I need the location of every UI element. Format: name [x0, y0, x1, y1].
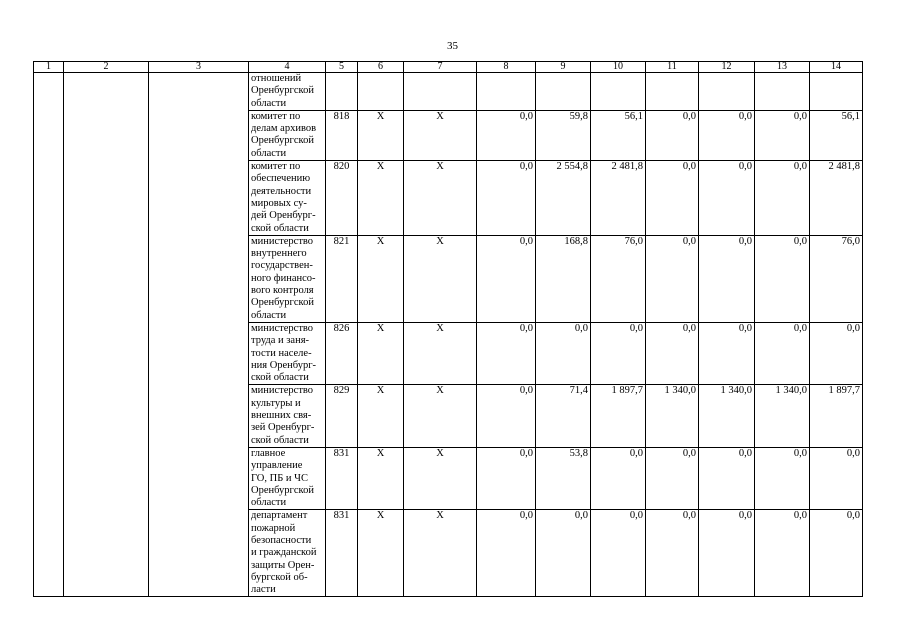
agency-name-cell: [249, 510, 326, 597]
amount-cell: 0,0: [699, 510, 755, 597]
agency-name-line: государствен-: [251, 260, 313, 272]
amount-cell: 0,0: [755, 161, 810, 236]
agency-name-line: защиты Орен-: [251, 559, 315, 571]
col2-cell: [64, 73, 149, 597]
column-header: 6: [358, 62, 404, 73]
amount-cell: [810, 73, 863, 111]
agency-name-line: ГО, ПБ и ЧС: [251, 472, 308, 484]
agency-name-line: главное: [251, 447, 286, 459]
amount-cell: 0,0: [755, 110, 810, 160]
column-header: 12: [699, 62, 755, 73]
agency-name-line: Оренбургской: [251, 297, 314, 309]
column-number-row: [34, 62, 863, 73]
mark-cell: Х: [404, 447, 477, 509]
amount-cell: 0,0: [536, 510, 591, 597]
amount-cell: 0,0: [699, 235, 755, 322]
column-header: 2: [64, 62, 149, 73]
amount-cell: [755, 73, 810, 111]
amount-cell: 0,0: [755, 235, 810, 322]
amount-cell: 1 340,0: [755, 385, 810, 447]
agency-name-line: управление: [251, 460, 303, 472]
amount-cell: 0,0: [646, 110, 699, 160]
agency-code-cell: 826: [326, 322, 358, 384]
agency-name-line: зей Оренбург-: [251, 422, 315, 434]
column-header: 1: [34, 62, 64, 73]
column-header: 11: [646, 62, 699, 73]
amount-cell: 1 340,0: [646, 385, 699, 447]
column-header: 3: [149, 62, 249, 73]
agency-name-line: дей Оренбург-: [251, 210, 316, 222]
amount-cell: 0,0: [477, 447, 536, 509]
amount-cell: 0,0: [755, 322, 810, 384]
table-row: [34, 73, 863, 111]
agency-name-line: деятельности: [251, 185, 312, 197]
agency-code-cell: 831: [326, 510, 358, 597]
agency-name-line: культуры и: [251, 397, 301, 409]
col3-cell: [149, 73, 249, 597]
amount-cell: 0,0: [536, 322, 591, 384]
mark-cell: Х: [358, 235, 404, 322]
agency-name-line: тости населе-: [251, 347, 312, 359]
agency-name-line: мировых су-: [251, 197, 307, 209]
agency-name-cell: [249, 322, 326, 384]
amount-cell: 59,8: [536, 110, 591, 160]
agency-name-line: комитет по: [251, 110, 301, 122]
column-header: 5: [326, 62, 358, 73]
amount-cell: 2 481,8: [810, 161, 863, 236]
amount-cell: 56,1: [591, 110, 646, 160]
column-header: 4: [249, 62, 326, 73]
mark-cell: Х: [404, 385, 477, 447]
amount-cell: 0,0: [699, 110, 755, 160]
amount-cell: 76,0: [810, 235, 863, 322]
amount-cell: 0,0: [810, 447, 863, 509]
agency-name-line: министерство: [251, 385, 314, 397]
agency-name-line: Оренбургской: [251, 484, 314, 496]
amount-cell: 0,0: [477, 322, 536, 384]
mark-cell: Х: [404, 235, 477, 322]
agency-code-cell: 818: [326, 110, 358, 160]
amount-cell: 0,0: [591, 510, 646, 597]
agency-name-line: министерство: [251, 235, 314, 247]
agency-name-line: Оренбургской: [251, 135, 314, 147]
agency-name-line: области: [251, 97, 287, 109]
amount-cell: 53,8: [536, 447, 591, 509]
amount-cell: [477, 73, 536, 111]
mark-cell: Х: [358, 385, 404, 447]
amount-cell: 0,0: [591, 447, 646, 509]
column-header: 10: [591, 62, 646, 73]
agency-name-line: области: [251, 309, 287, 321]
agency-name-cell: [249, 385, 326, 447]
amount-cell: 0,0: [646, 447, 699, 509]
amount-cell: 0,0: [477, 510, 536, 597]
amount-cell: 1 340,0: [699, 385, 755, 447]
agency-code-cell: 831: [326, 447, 358, 509]
amount-cell: 0,0: [699, 161, 755, 236]
agency-name-cell: [249, 235, 326, 322]
amount-cell: 76,0: [591, 235, 646, 322]
agency-name-line: бургской об-: [251, 571, 308, 583]
amount-cell: [591, 73, 646, 111]
agency-name-line: внутреннего: [251, 248, 307, 260]
agency-name-line: труда и заня-: [251, 335, 310, 347]
mark-cell: Х: [358, 322, 404, 384]
amount-cell: 168,8: [536, 235, 591, 322]
agency-name-line: и гражданской: [251, 547, 317, 559]
amount-cell: 0,0: [755, 510, 810, 597]
column-header: 8: [477, 62, 536, 73]
column-header: 7: [404, 62, 477, 73]
amount-cell: [646, 73, 699, 111]
agency-name-line: области: [251, 147, 287, 159]
amount-cell: 0,0: [477, 385, 536, 447]
amount-cell: 0,0: [646, 510, 699, 597]
agency-name-line: ного финансо-: [251, 272, 316, 284]
amount-cell: 2 481,8: [591, 161, 646, 236]
agency-name-cell: [249, 161, 326, 236]
amount-cell: 0,0: [477, 110, 536, 160]
amount-cell: 0,0: [591, 322, 646, 384]
amount-cell: 0,0: [477, 235, 536, 322]
agency-name-line: ласти: [251, 584, 276, 596]
agency-name-line: вого контроля: [251, 285, 314, 297]
agency-name-line: ской области: [251, 372, 309, 384]
agency-code-cell: [326, 73, 358, 111]
budget-table: [33, 61, 863, 597]
mark-cell: Х: [358, 510, 404, 597]
agency-name-line: ской области: [251, 222, 309, 234]
amount-cell: 56,1: [810, 110, 863, 160]
page-number: 35: [447, 40, 458, 52]
agency-name-cell: [249, 110, 326, 160]
agency-name-line: департамент: [251, 510, 308, 522]
mark-cell: Х: [404, 322, 477, 384]
amount-cell: 0,0: [699, 447, 755, 509]
amount-cell: [536, 73, 591, 111]
column-header: 9: [536, 62, 591, 73]
agency-name-line: отношений: [251, 73, 302, 84]
amount-cell: 0,0: [699, 322, 755, 384]
agency-name-cell: [249, 73, 326, 111]
table-body: [34, 73, 863, 597]
amount-cell: 0,0: [810, 510, 863, 597]
agency-name-line: делам архивов: [251, 123, 317, 135]
mark-cell: Х: [358, 161, 404, 236]
amount-cell: 1 897,7: [810, 385, 863, 447]
agency-code-cell: 829: [326, 385, 358, 447]
amount-cell: 1 897,7: [591, 385, 646, 447]
agency-code-cell: 820: [326, 161, 358, 236]
mark-cell: [358, 73, 404, 111]
col1-cell: [34, 73, 64, 597]
agency-name-line: безопасности: [251, 534, 312, 546]
agency-name-line: области: [251, 497, 287, 509]
amount-cell: 0,0: [646, 235, 699, 322]
mark-cell: Х: [358, 110, 404, 160]
mark-cell: Х: [404, 510, 477, 597]
amount-cell: 71,4: [536, 385, 591, 447]
agency-name-line: комитет по: [251, 161, 301, 173]
agency-name-line: министерство: [251, 322, 314, 334]
column-header: 13: [755, 62, 810, 73]
amount-cell: 0,0: [646, 322, 699, 384]
amount-cell: 0,0: [755, 447, 810, 509]
agency-name-cell: [249, 447, 326, 509]
agency-name-line: обеспечению: [251, 173, 311, 185]
amount-cell: 0,0: [646, 161, 699, 236]
column-header: 14: [810, 62, 863, 73]
mark-cell: Х: [404, 110, 477, 160]
amount-cell: 0,0: [810, 322, 863, 384]
agency-name-line: пожарной: [251, 522, 296, 534]
agency-name-line: внешних свя-: [251, 410, 312, 422]
mark-cell: Х: [404, 161, 477, 236]
agency-name-line: Оренбургской: [251, 85, 314, 97]
amount-cell: 2 554,8: [536, 161, 591, 236]
amount-cell: [699, 73, 755, 111]
mark-cell: Х: [358, 447, 404, 509]
amount-cell: 0,0: [477, 161, 536, 236]
agency-name-line: ния Оренбург-: [251, 359, 317, 371]
agency-name-line: ской области: [251, 434, 309, 446]
agency-code-cell: 821: [326, 235, 358, 322]
mark-cell: [404, 73, 477, 111]
